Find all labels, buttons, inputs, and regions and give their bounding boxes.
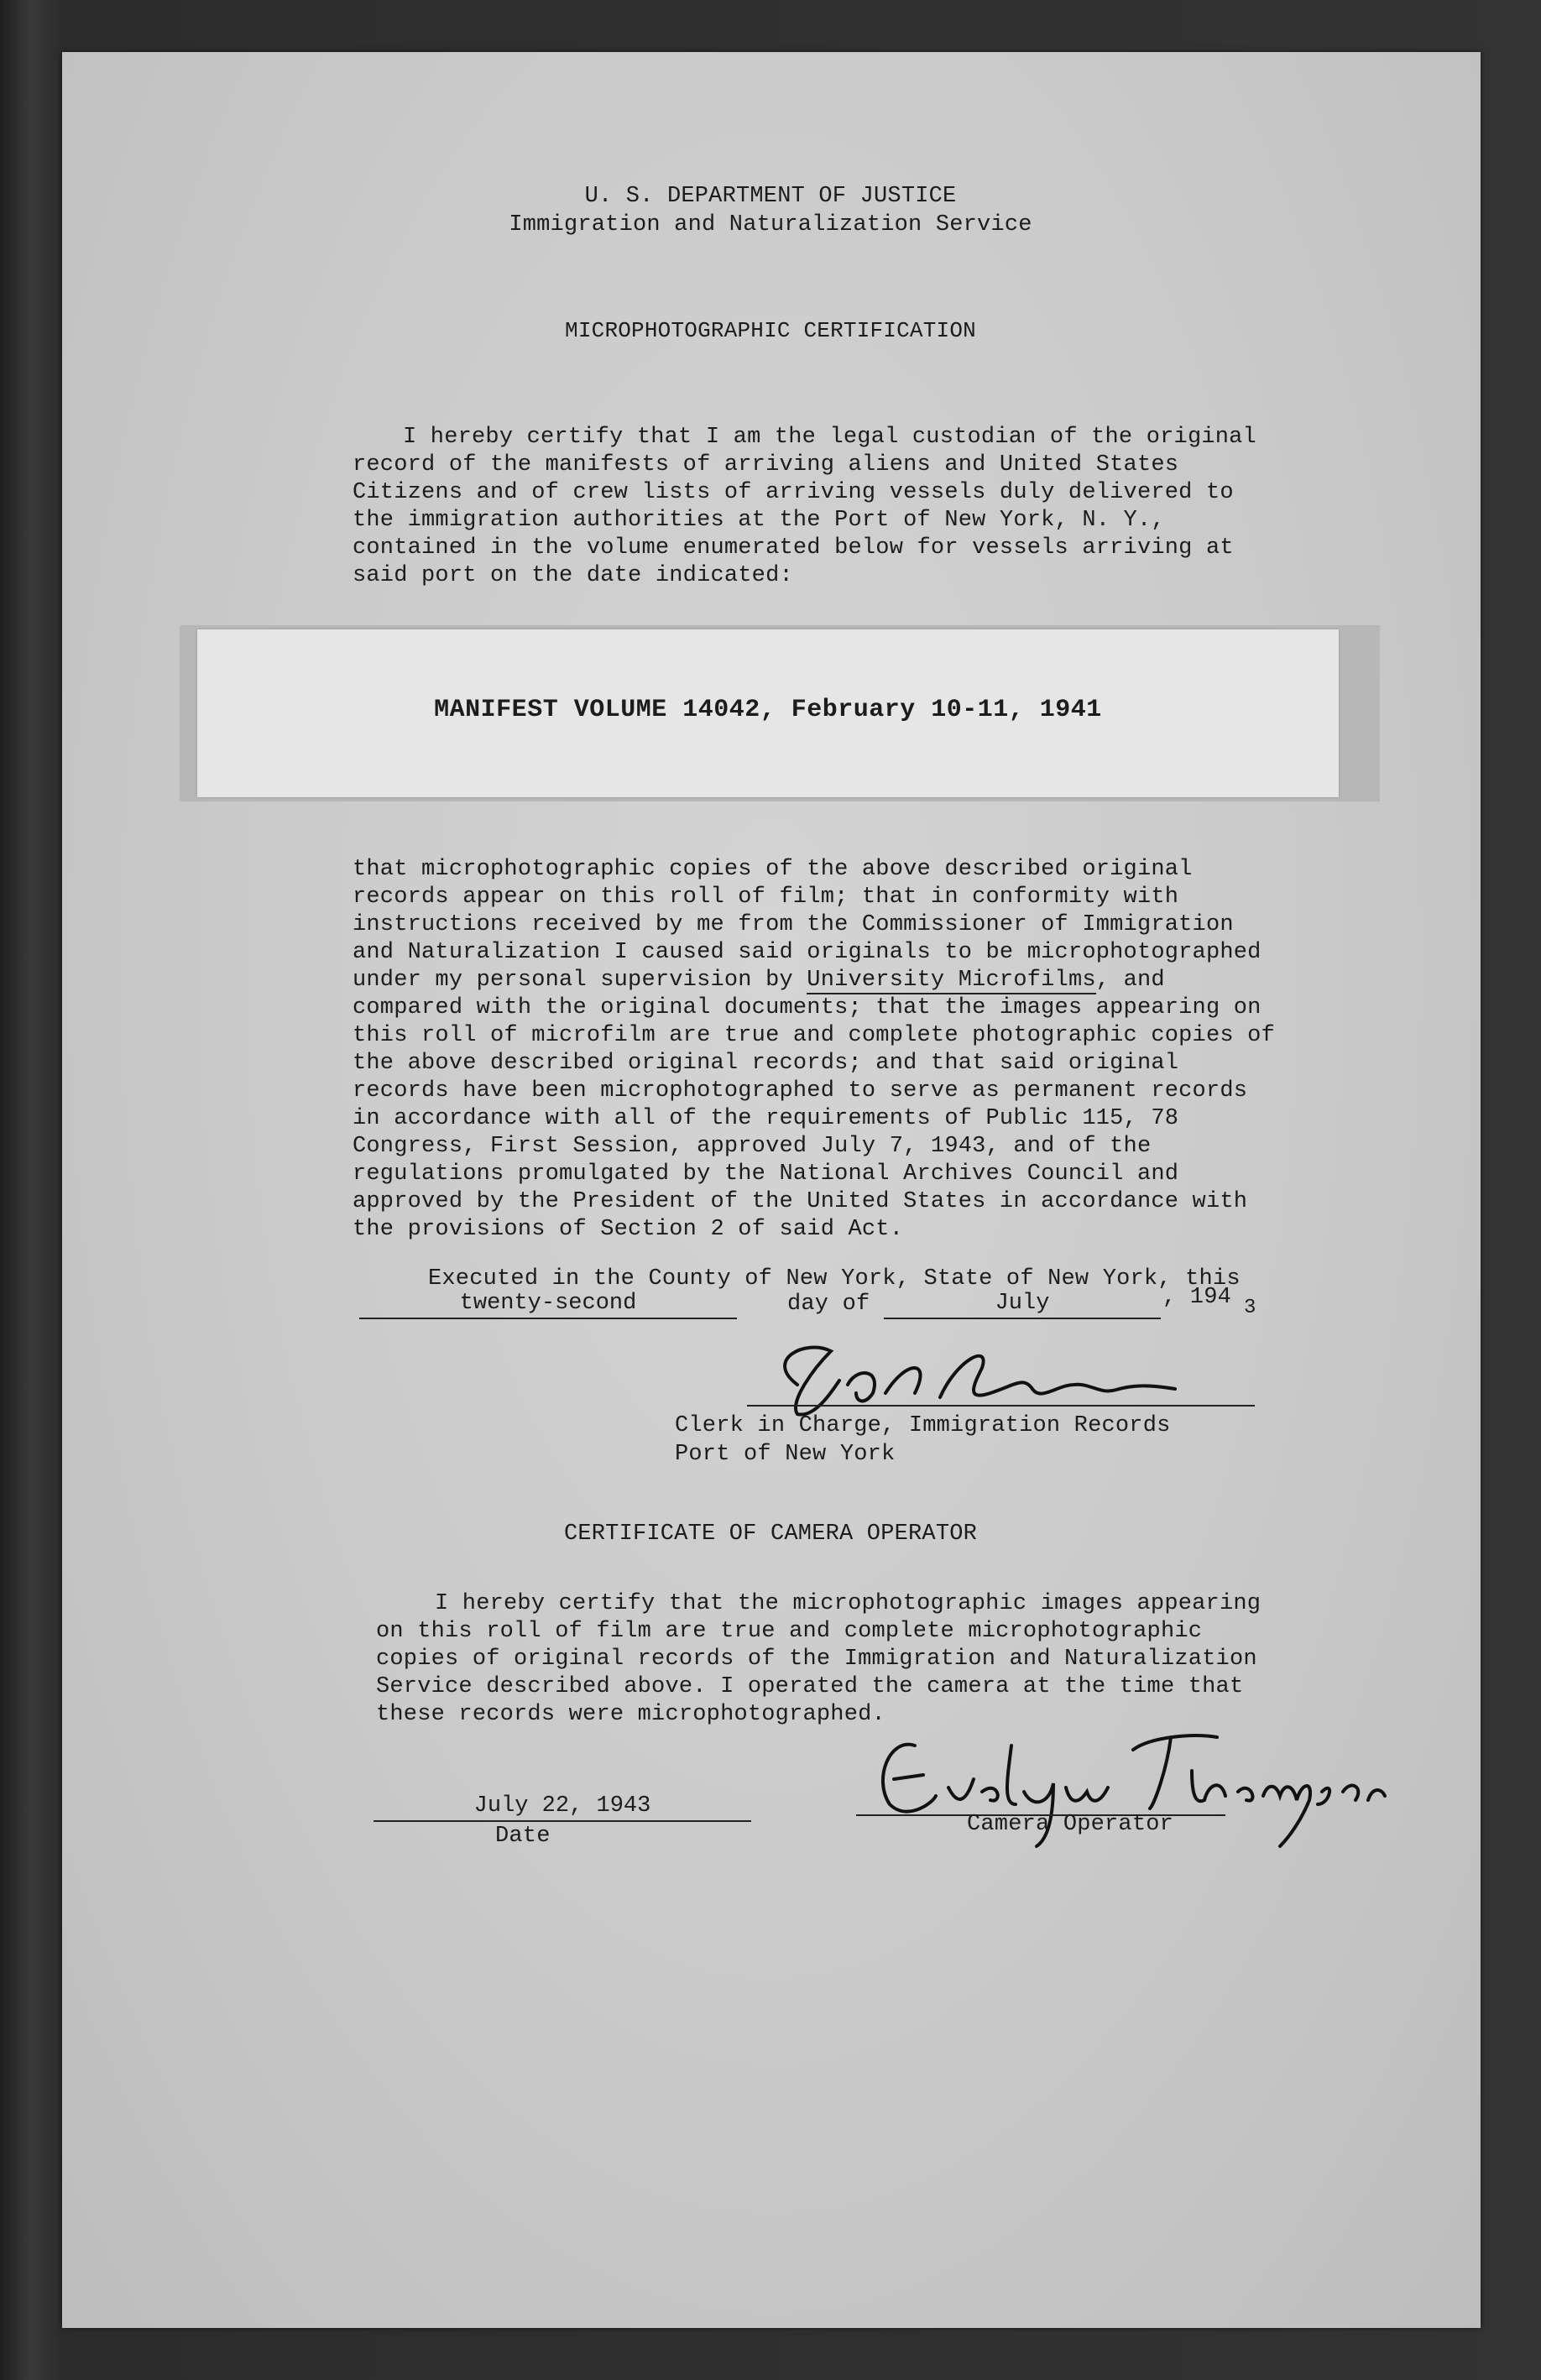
execution-year-digit: 3 <box>1244 1297 1256 1319</box>
body-paragraph <box>353 856 1284 1244</box>
execution-month-field: July <box>884 1289 1161 1319</box>
certification-title: MICROPHOTOGRAPHIC CERTIFICATION <box>565 318 976 343</box>
execution-day-field: twenty-second <box>359 1289 737 1319</box>
custodian-paragraph: I hereby certify that I am the legal custodian of the original record of the manifests of arriving aliens and United States Citizens and of crew lists of arriving vessels duly delivered to the immigration authorities at the Port of New York, N. Y., contained in the volume enumerated below for vessels arriving at said port on the date indicated: <box>353 425 1256 588</box>
body-text-before: that microphotographic copies of the above described original records appear on this roll of film; that in conformity with instructions received by me from the Commissioner of Immigration and Naturalization I caused said originals to be microphotographed under my personal supervision by <box>353 857 1262 993</box>
execution-line: Executed in the County of New York, State of New York, this <box>428 1266 1241 1292</box>
camera-certificate-heading: CERTIFICATE OF CAMERA OPERATOR <box>563 1521 978 1547</box>
body-text-after: , and compared with the original documents; that the images appearing on this roll of microfilm are true and complete photographic copies of the above described original records; and that said original records have been microphotographed to serve as permanent records in accordance with all of the requirements of Public 115, 78 Congress, First Session, approved July 7, 1943, and of the regulations promulgated by the National Archives Council and approved by the President of the United States in accordance with the provisions of Section 2 of said Act. <box>353 968 1275 1242</box>
service-heading: Immigration and Naturalization Service <box>509 212 1032 237</box>
clerk-port: Port of New York <box>675 1442 896 1467</box>
camera-operator-label: Camera Operator <box>967 1812 1174 1837</box>
clerk-title: Clerk in Charge, Immigration Records <box>675 1413 1171 1438</box>
clerk-signature-line <box>747 1403 1255 1407</box>
execution-year-prefix: , 194 <box>1162 1285 1232 1310</box>
camera-certificate-paragraph: I hereby certify that the microphotographic images appearing on this roll of film are true and complete microphotographic copies of original records of the Immigration and Naturalization Service described above. I operated the camera at the time that these records were microphotographed. <box>376 1591 1262 1727</box>
manifest-volume-label: MANIFEST VOLUME 14042, February 10-11, 1941 <box>434 696 1102 724</box>
date-label: Date <box>495 1824 551 1849</box>
department-heading: U. S. DEPARTMENT OF JUSTICE <box>584 184 957 209</box>
supervisor-field: University Microfilms <box>807 968 1096 993</box>
day-of-label: day of <box>787 1292 870 1317</box>
date-field: July 22, 1943 <box>373 1792 751 1822</box>
